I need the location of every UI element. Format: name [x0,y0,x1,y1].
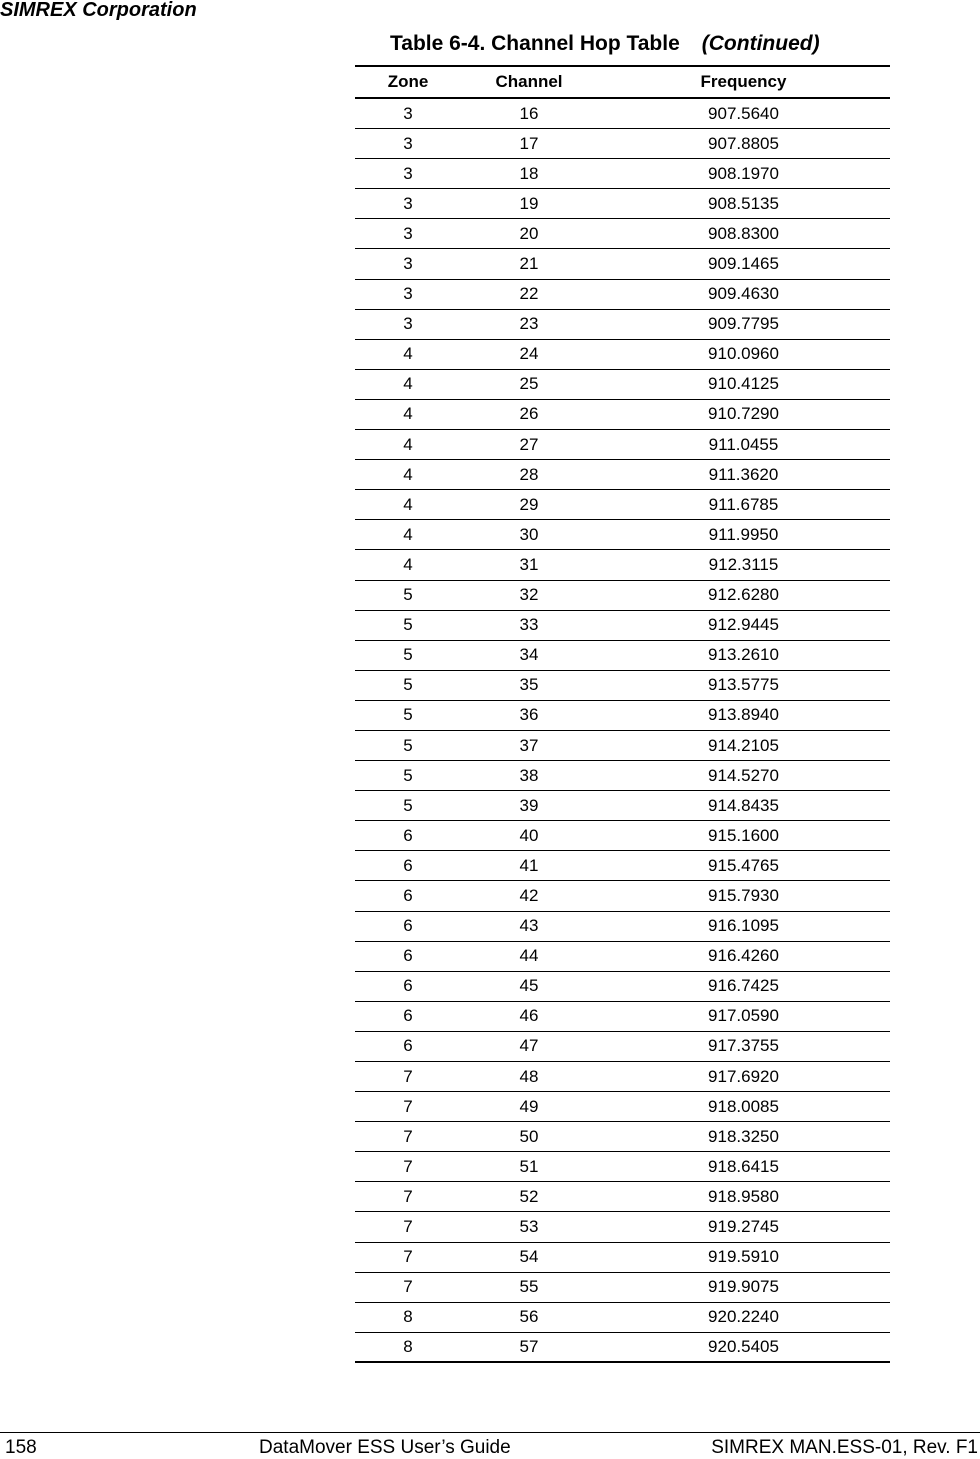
table-row [355,1212,890,1242]
frequency-cell: 909.1465 [708,254,779,274]
table-continued-label: (Continued) [701,32,820,55]
frequency-cell: 908.5135 [708,193,779,213]
zone-cell: 4 [403,494,413,514]
table-row [355,942,890,972]
zone-cell: 5 [403,645,413,665]
frequency-cell: 920.5405 [708,1336,779,1356]
zone-cell: 6 [403,1036,413,1056]
channel-cell: 29 [519,494,539,514]
table-title [390,31,820,57]
frequency-cell: 913.8940 [708,705,779,725]
channel-cell: 33 [519,615,539,635]
table-body [355,99,890,1363]
table-row [355,550,890,580]
table-row [355,641,890,671]
channel-cell: 52 [519,1186,539,1206]
channel-cell: 56 [519,1307,539,1327]
table-title-text: Table 6-4. Channel Hop Table [390,32,680,55]
table-row [355,761,890,791]
frequency-cell: 918.3250 [708,1126,779,1146]
table-row [355,791,890,821]
table-row [355,1122,890,1152]
frequency-cell: 913.5775 [708,675,779,695]
channel-cell: 22 [519,284,539,304]
channel-cell: 31 [519,554,539,574]
frequency-cell: 918.9580 [708,1186,779,1206]
zone-cell: 3 [403,163,413,183]
page-number: 158 [5,1437,37,1458]
table-row [355,189,890,219]
frequency-cell: 916.1095 [708,916,779,936]
zone-cell: 4 [403,434,413,454]
zone-cell: 6 [403,946,413,966]
column-header-frequency: Frequency [700,72,787,91]
channel-cell: 50 [519,1126,539,1146]
zone-cell: 5 [403,705,413,725]
table-row [355,219,890,249]
table-row [355,249,890,279]
table-row [355,430,890,460]
table-row [355,340,890,370]
table-row [355,520,890,550]
frequency-cell: 914.5270 [708,765,779,785]
document-id: SIMREX MAN.ESS-01, Rev. F1 [711,1437,978,1458]
zone-cell: 5 [403,795,413,815]
zone-cell: 6 [403,1006,413,1026]
frequency-cell: 911.3620 [708,464,779,484]
channel-cell: 16 [519,103,539,123]
zone-cell: 3 [403,223,413,243]
channel-cell: 28 [519,464,539,484]
channel-cell: 39 [519,795,539,815]
channel-cell: 54 [519,1247,539,1267]
frequency-cell: 911.6785 [708,494,779,514]
frequency-cell: 917.3755 [708,1036,779,1056]
frequency-cell: 919.9075 [708,1277,779,1297]
channel-cell: 18 [519,163,539,183]
table-row [355,731,890,761]
zone-cell: 4 [403,554,413,574]
channel-cell: 37 [519,735,539,755]
channel-cell: 42 [519,885,539,905]
table-row [355,881,890,911]
zone-cell: 7 [403,1277,413,1297]
channel-cell: 17 [519,133,539,153]
frequency-cell: 912.3115 [708,554,779,574]
channel-cell: 51 [519,1156,539,1176]
frequency-cell: 917.6920 [708,1066,779,1086]
channel-cell: 26 [519,404,539,424]
channel-cell: 41 [519,855,539,875]
zone-cell: 7 [403,1247,413,1267]
zone-cell: 3 [403,103,413,123]
frequency-cell: 909.4630 [708,284,779,304]
zone-cell: 4 [403,524,413,544]
zone-cell: 6 [403,976,413,996]
channel-cell: 30 [519,524,539,544]
zone-cell: 5 [403,675,413,695]
frequency-cell: 910.4125 [708,374,779,394]
channel-cell: 55 [519,1277,539,1297]
zone-cell: 5 [403,615,413,635]
zone-cell: 7 [403,1096,413,1116]
table-row [355,310,890,340]
frequency-cell: 912.9445 [708,615,779,635]
table-header-row [355,67,890,99]
table-row [355,129,890,159]
frequency-cell: 907.5640 [708,103,779,123]
table-row [355,611,890,641]
table-row [355,1273,890,1303]
zone-cell: 7 [403,1186,413,1206]
table-row [355,581,890,611]
channel-cell: 43 [519,916,539,936]
zone-cell: 4 [403,464,413,484]
zone-cell: 8 [403,1307,413,1327]
table-row [355,1303,890,1333]
table-row [355,159,890,189]
channel-cell: 36 [519,705,539,725]
table-row [355,1182,890,1212]
frequency-cell: 915.1600 [708,825,779,845]
zone-cell: 6 [403,916,413,936]
frequency-cell: 909.7795 [708,314,779,334]
table-row [355,1092,890,1122]
frequency-cell: 912.6280 [708,585,779,605]
zone-cell: 3 [403,284,413,304]
table-row [355,490,890,520]
zone-cell: 5 [403,735,413,755]
zone-cell: 4 [403,404,413,424]
frequency-cell: 916.4260 [708,946,779,966]
zone-cell: 4 [403,374,413,394]
table-row [355,370,890,400]
frequency-cell: 908.1970 [708,163,779,183]
zone-cell: 3 [403,193,413,213]
channel-cell: 35 [519,675,539,695]
channel-cell: 34 [519,645,539,665]
channel-cell: 44 [519,946,539,966]
channel-cell: 53 [519,1217,539,1237]
zone-cell: 7 [403,1066,413,1086]
channel-cell: 48 [519,1066,539,1086]
table-row [355,1243,890,1273]
frequency-cell: 913.2610 [708,645,779,665]
frequency-cell: 917.0590 [708,1006,779,1026]
frequency-cell: 911.9950 [708,524,779,544]
zone-cell: 4 [403,344,413,364]
table-row [355,1333,890,1363]
table-row [355,1152,890,1182]
table-row [355,1032,890,1062]
channel-cell: 57 [519,1336,539,1356]
frequency-cell: 910.0960 [708,344,779,364]
zone-cell: 3 [403,254,413,274]
channel-cell: 23 [519,314,539,334]
table-row [355,912,890,942]
frequency-cell: 918.0085 [708,1096,779,1116]
channel-cell: 38 [519,765,539,785]
table-row [355,460,890,490]
zone-cell: 8 [403,1336,413,1356]
zone-cell: 6 [403,825,413,845]
channel-cell: 25 [519,374,539,394]
frequency-cell: 914.2105 [708,735,779,755]
channel-cell: 24 [519,344,539,364]
frequency-cell: 916.7425 [708,976,779,996]
frequency-cell: 918.6415 [708,1156,779,1176]
channel-hop-table [355,65,890,1363]
channel-cell: 40 [519,825,539,845]
zone-cell: 5 [403,765,413,785]
channel-cell: 49 [519,1096,539,1116]
table-row [355,851,890,881]
channel-cell: 45 [519,976,539,996]
frequency-cell: 915.7930 [708,885,779,905]
frequency-cell: 907.8805 [708,133,779,153]
table-row [355,1062,890,1092]
frequency-cell: 914.8435 [708,795,779,815]
column-header-zone: Zone [387,72,429,91]
zone-cell: 7 [403,1217,413,1237]
channel-cell: 47 [519,1036,539,1056]
table-row [355,400,890,430]
channel-cell: 19 [519,193,539,213]
table-row [355,671,890,701]
zone-cell: 3 [403,133,413,153]
zone-cell: 6 [403,855,413,875]
footer-divider [0,1432,980,1433]
frequency-cell: 915.4765 [708,855,779,875]
frequency-cell: 919.5910 [708,1247,779,1267]
table-row [355,701,890,731]
frequency-cell: 910.7290 [708,404,779,424]
channel-cell: 46 [519,1006,539,1026]
table-row [355,99,890,129]
zone-cell: 6 [403,885,413,905]
channel-cell: 21 [519,254,539,274]
frequency-cell: 919.2745 [708,1217,779,1237]
column-header-channel: Channel [495,72,563,91]
frequency-cell: 920.2240 [708,1307,779,1327]
frequency-cell: 908.8300 [708,223,779,243]
table-row [355,821,890,851]
frequency-cell: 911.0455 [708,434,779,454]
channel-cell: 20 [519,223,539,243]
zone-cell: 7 [403,1156,413,1176]
company-name: SIMREX Corporation [0,0,197,21]
zone-cell: 3 [403,314,413,334]
zone-cell: 5 [403,585,413,605]
table-row [355,280,890,310]
guide-title: DataMover ESS User’s Guide [259,1437,511,1458]
table-row [355,1002,890,1032]
channel-cell: 32 [519,585,539,605]
zone-cell: 7 [403,1126,413,1146]
table-row [355,972,890,1002]
channel-cell: 27 [519,434,539,454]
